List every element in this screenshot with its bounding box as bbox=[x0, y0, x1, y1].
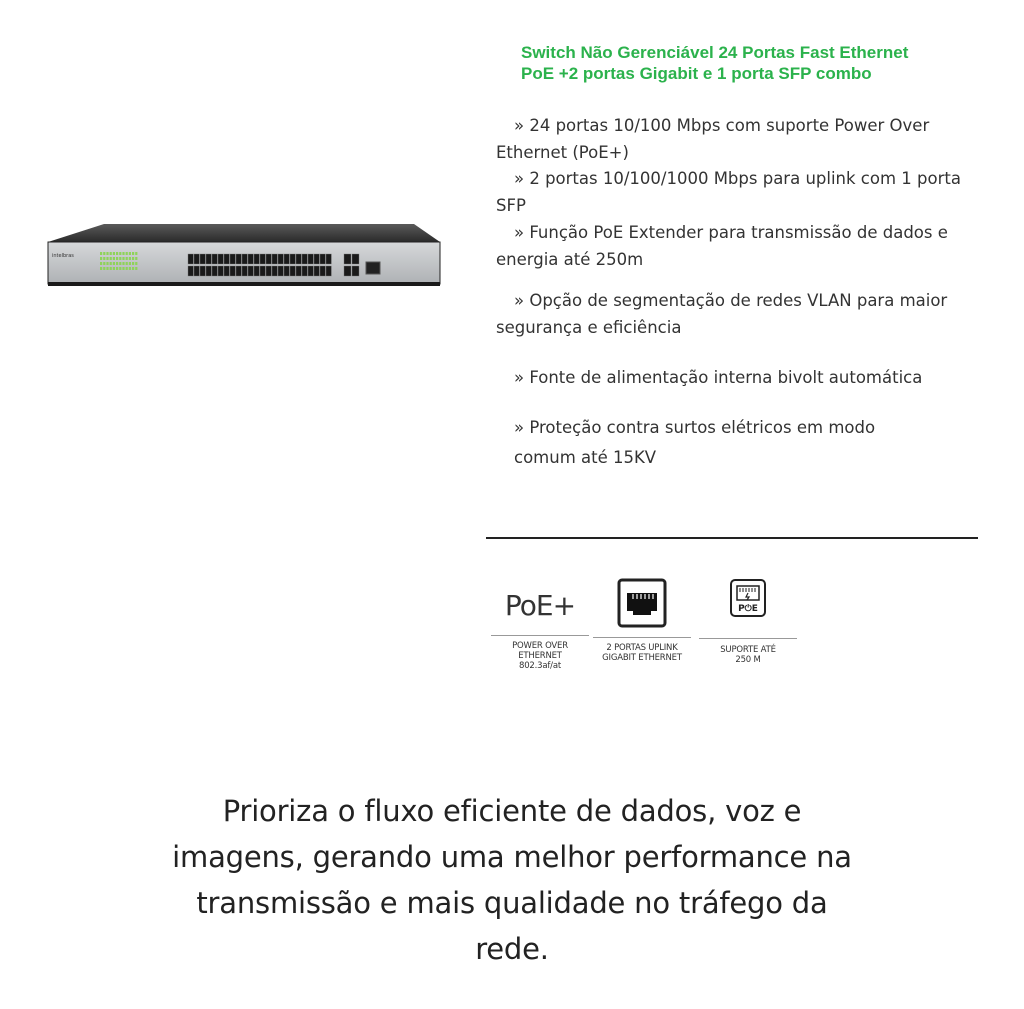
feature-item: » 24 portas 10/100 Mbps com suporte Power Over Ethernet (PoE+) bbox=[496, 116, 930, 162]
description-paragraph: Prioriza o fluxo eficiente de dados, voz e imagens, gerando uma melhor performance na transmissão e mais qualidade no tráfego da rede. bbox=[172, 794, 852, 966]
product-title-line2: PoE +2 portas Gigabit e 1 porta SFP combo bbox=[521, 64, 872, 83]
badge-underline bbox=[593, 637, 691, 638]
product-title-line1: Switch Não Gerenciável 24 Portas Fast Ethernet bbox=[521, 43, 909, 62]
feature-item: » Proteção contra surtos elétricos em modo comum até 15KV bbox=[514, 418, 876, 467]
badge-caption: SUPORTE ATÉ 250 M bbox=[720, 645, 776, 665]
badge-caption: 2 PORTAS UPLINK GIGABIT ETHERNET bbox=[602, 643, 682, 663]
feature-item: » Opção de segmentação de redes VLAN para maior segurança e eficiência bbox=[496, 291, 948, 337]
poe-plus-badge bbox=[490, 583, 590, 671]
poe-extender-badge bbox=[699, 578, 797, 665]
feature-item: » 2 portas 10/100/1000 Mbps para uplink com 1 porta SFP bbox=[496, 169, 961, 215]
network-switch-image bbox=[44, 220, 444, 292]
badge-underline bbox=[491, 635, 589, 636]
svg-text:P⏻E: P⏻E bbox=[738, 604, 758, 614]
product-title bbox=[521, 42, 991, 84]
feature-item: » Fonte de alimentação interna bivolt automática bbox=[514, 368, 923, 387]
brand-label: intelbras bbox=[52, 253, 74, 259]
feature-item: » Função PoE Extender para transmissão de dados e energia até 250m bbox=[496, 223, 948, 269]
section-divider bbox=[486, 537, 978, 539]
ethernet-port-icon bbox=[616, 577, 668, 629]
badge-underline bbox=[699, 638, 797, 639]
uplink-badge bbox=[593, 577, 691, 663]
badge-caption: POWER OVER ETHERNET 802.3af/at bbox=[512, 641, 568, 671]
poe-plus-logo: PoE+ bbox=[504, 589, 576, 622]
poe-extender-icon bbox=[728, 578, 768, 618]
